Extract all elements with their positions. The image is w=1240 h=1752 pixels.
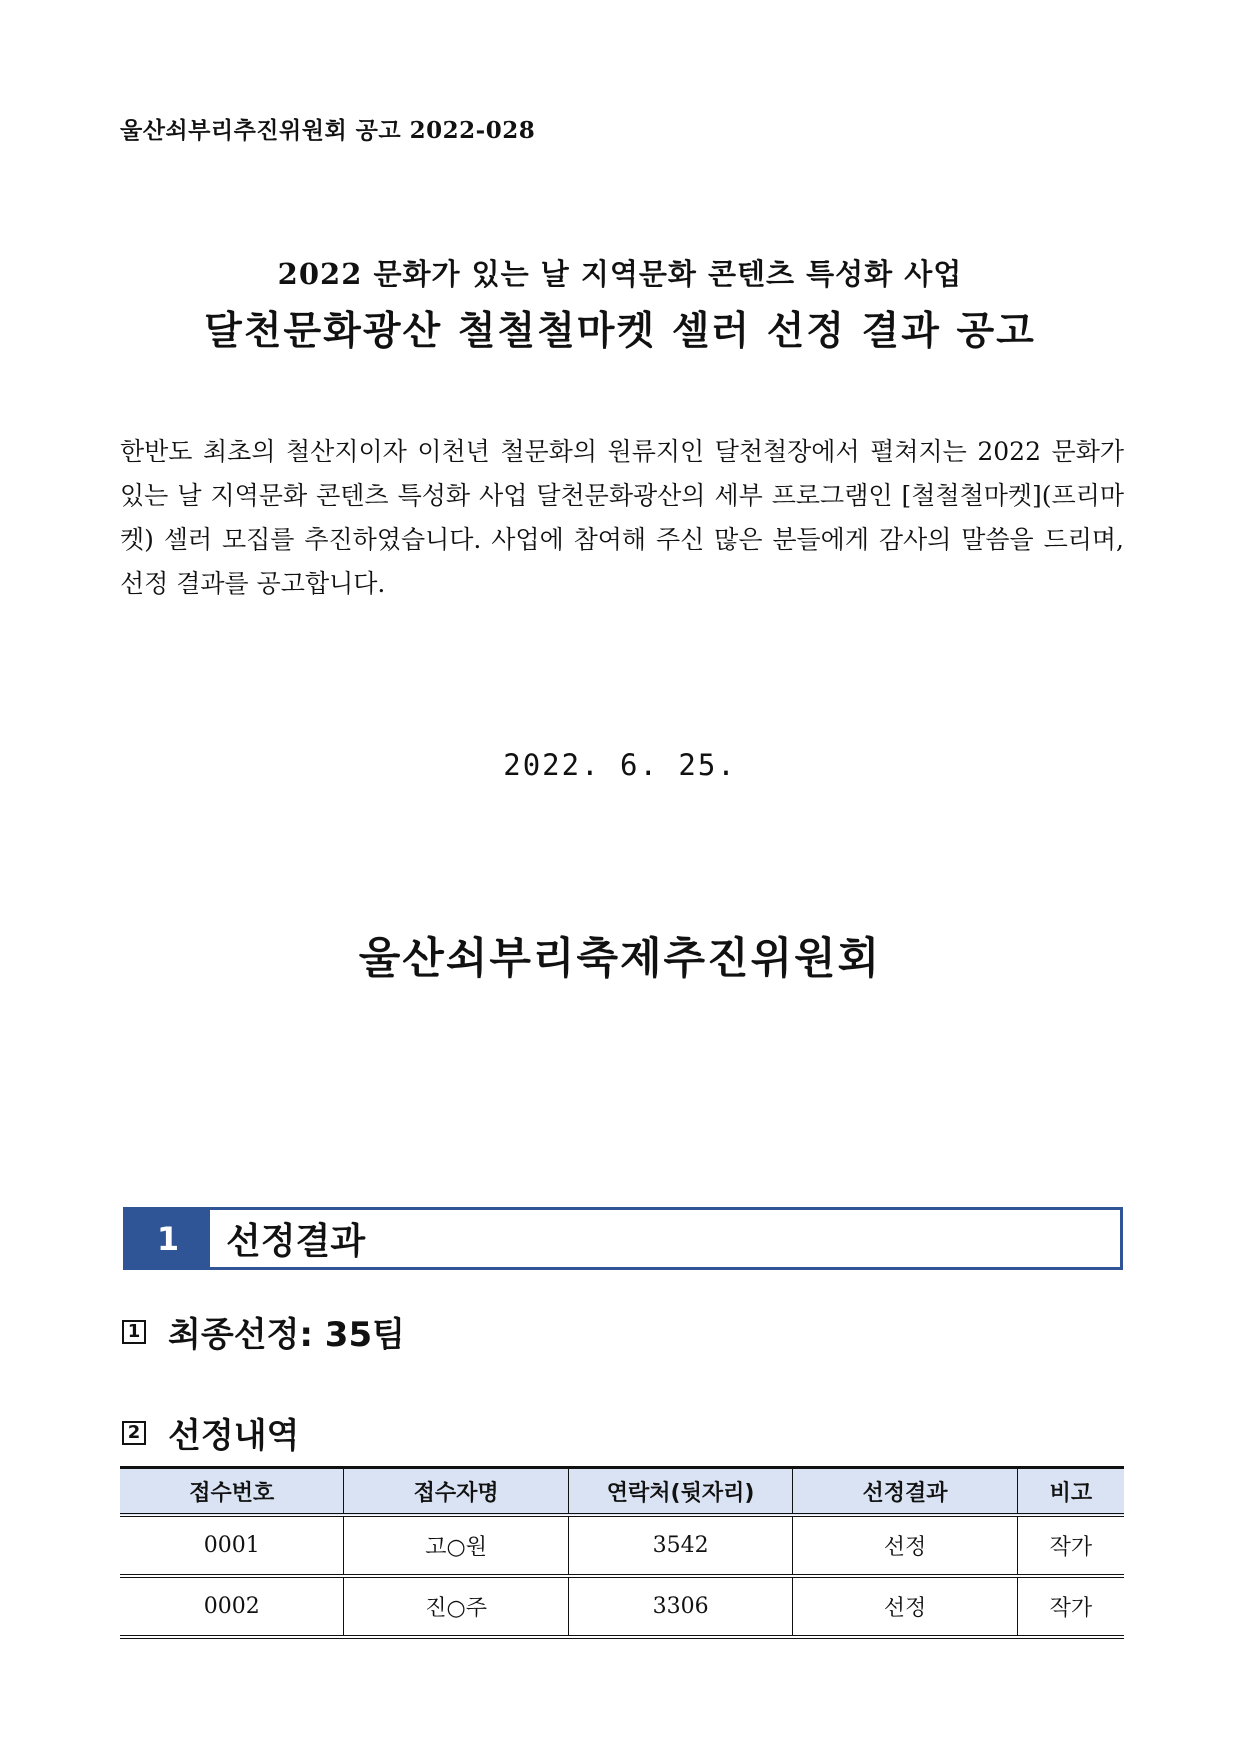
table-cell: 작가 xyxy=(1017,1576,1124,1637)
column-header: 접수번호 xyxy=(120,1468,344,1516)
table-cell: 3306 xyxy=(568,1576,792,1637)
column-header: 접수자명 xyxy=(344,1468,568,1516)
organization-name: 울산쇠부리축제추진위원회 xyxy=(358,934,882,984)
column-header: 비고 xyxy=(1017,1468,1124,1516)
table-cell: 작가 xyxy=(1017,1515,1124,1576)
table-row xyxy=(120,1515,1124,1576)
table-cell: 0001 xyxy=(120,1515,344,1576)
final-selection-text: 최종선정: 35팀 xyxy=(168,1315,405,1355)
selection-details-heading xyxy=(122,1408,299,1457)
body-paragraph: 한반도 최초의 철산지이자 이천년 철문화의 원류지인 달천철장에서 펼쳐지는 2022 문화가 있는 날 지역문화 콘텐츠 특성화 사업 달천문화광산의 세부 프로그램인 [철철철마켓](프리마켓) 셀러 모집를 추진하였습니다. 사업에 참여해 주신 많은 분들에게 감사의 말씀을 드리며, 선정 결과를 공고합니다. xyxy=(120,437,1124,598)
table-header-row xyxy=(120,1468,1124,1516)
section-title: 선정결과 xyxy=(226,1221,366,1262)
table-cell: 선정 xyxy=(793,1515,1017,1576)
column-header: 선정결과 xyxy=(793,1468,1017,1516)
selection-details-text: 선정내역 xyxy=(168,1416,300,1456)
table-cell: 고○원 xyxy=(344,1515,568,1576)
table-cell: 3542 xyxy=(568,1515,792,1576)
table-cell: 0002 xyxy=(120,1576,344,1637)
table-cell: 선정 xyxy=(793,1576,1017,1637)
selection-result-table xyxy=(120,1466,1124,1639)
document-subtitle: 2022 문화가 있는 날 지역문화 콘텐츠 특성화 사업 xyxy=(277,257,963,291)
notice-date: 2022. 6. 25. xyxy=(503,748,737,782)
column-header: 연락처(뒷자리) xyxy=(568,1468,792,1516)
section-number: 1 xyxy=(126,1210,210,1267)
item-marker: 1 xyxy=(122,1320,146,1344)
final-selection-heading xyxy=(122,1307,405,1356)
section-header xyxy=(123,1207,1123,1270)
notice-number: 울산쇠부리추진위원회 공고 2022-028 xyxy=(120,117,536,144)
table-cell: 진○주 xyxy=(344,1576,568,1637)
item-marker: 2 xyxy=(122,1421,146,1445)
document-title: 달천문화광산 철철철마켓 셀러 선정 결과 공고 xyxy=(204,309,1036,354)
table-row xyxy=(120,1576,1124,1637)
